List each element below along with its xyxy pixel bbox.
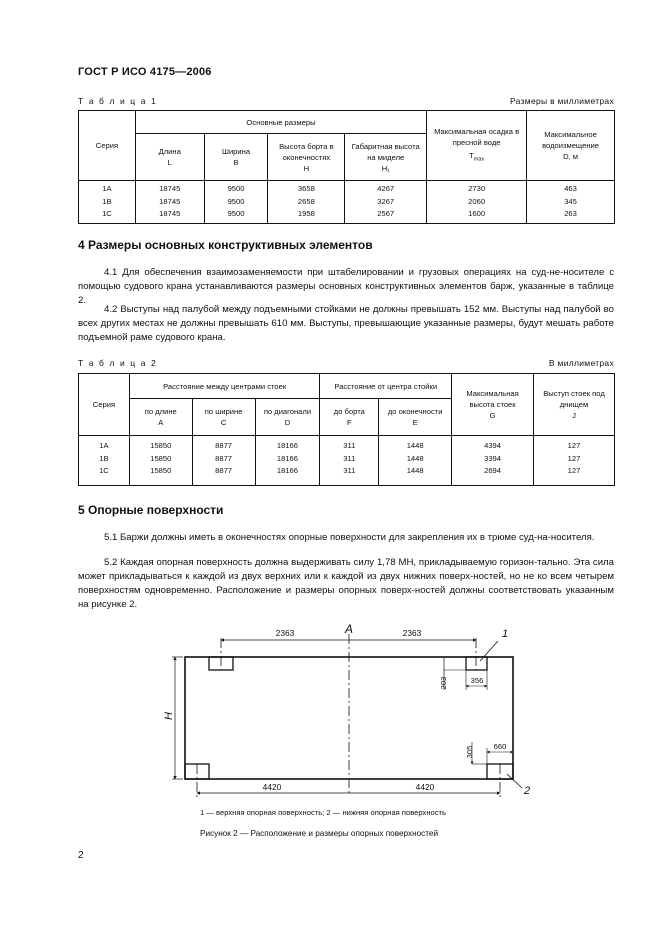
t2-head-dist: Расстояние между центрами стоек	[129, 374, 320, 399]
figure-legend: 1 — верхняя опорная поверхность; 2 — нижняя опорная поверхность	[200, 808, 446, 817]
section4-paragraph-1: 4.1 Для обеспечения взаимозаменяемости при штабелировании и грузовых операциях на суд-не-носителе с помощью судового крана устанавливаются размеры основных конструктивных элементов барж, указанные в таблице 2.	[78, 267, 614, 306]
section5-paragraph-2: 5.2 Каждая опорная поверхность должна выдерживать силу 1,78 МН, прикладываемую горизон-тально. Эта сила может прикладываться к каждой из двух верхних или к каждой из двух нижних поверх-ностей, но не ко всем четырем поверхностям одновременно. Расположение и размеры опорных поверх-ностей должны соответствовать указанным на рисунке 2.	[78, 557, 614, 610]
dim-label-bottom-right: 4420	[415, 782, 435, 792]
table-row: 1A 15850 8877 18166 311 1448 4394 127	[79, 436, 615, 453]
dim-label-305: 305	[465, 745, 474, 759]
t2-head-from: Расстояние от центра стойки	[320, 374, 452, 399]
t2-head-proj: Выступ стоек под днищем J	[534, 374, 615, 436]
t1-head-disp: Максимальное водоизмещение D, м	[527, 111, 615, 181]
dim-label-bottom-left: 4420	[262, 782, 282, 792]
dim-label-top-left: 2363	[275, 628, 295, 638]
section5-paragraph-1: 5.1 Баржи должны иметь в оконечностях опорные поверхности для закрепления их в трюме суд-на-носителя.	[104, 532, 595, 543]
table2-units: В миллиметрах	[548, 358, 614, 368]
table-row: 1B 15850 8877 18166 311 1448 3394 127	[79, 453, 615, 466]
callout-1: 1	[502, 628, 509, 640]
table-row: 1C 15850 8877 18166 311 1448 2694 127	[79, 465, 615, 485]
t1-head-overall: Габаритная высота на миделе H₁	[345, 134, 427, 181]
t2-head-len: по длине A	[129, 399, 192, 436]
section5-title: 5 Опорные поверхности	[78, 503, 224, 517]
leader-1	[480, 641, 498, 661]
table-row: 1A 18745 9500 3658 4267 2730 463	[79, 181, 615, 196]
t1-head-length: Длина L	[135, 134, 204, 181]
upper-support-right	[466, 657, 487, 670]
t2-head-wid: по ширине C	[192, 399, 255, 436]
section4-paragraph-2: 4.2 Выступы над палубой между подъемными стойками не должны превышать 152 мм. Выступы над палубой во всех других местах не должны превышать 610 мм. Выступы, превышающие указанные размеры, будут мешать работе подъемной раме судового крана.	[78, 304, 614, 343]
section4-title: 4 Размеры основных конструктивных элементов	[78, 238, 373, 252]
document-header: ГОСТ Р ИСО 4175—2006	[78, 66, 212, 78]
t2-head-side: до борта F	[320, 399, 379, 436]
figure-caption: Рисунок 2 — Расположение и размеры опорных поверхностей	[200, 829, 439, 838]
table-row: 1C 18745 9500 1958 2567 1600 263	[79, 208, 615, 223]
label-h: H	[163, 712, 175, 720]
table-row: 1B 18745 9500 2658 3267 2060 345	[79, 196, 615, 209]
dim-label-203: 203	[439, 676, 448, 690]
dim-label-top-right: 2363	[402, 628, 422, 638]
t2-head-maxh: Максимальная высота стоек G	[452, 374, 534, 436]
table1-caption: Т а б л и ц а 1	[78, 96, 158, 106]
t1-head-height: Высота борта в оконечностях H	[268, 134, 345, 181]
t2-head-end: до оконечности E	[379, 399, 452, 436]
t1-head-draft: Максимальная осадка в пресной воде $T_{max}$	[427, 111, 527, 181]
leader-2	[507, 774, 522, 788]
table1-units: Размеры в миллиметрах	[509, 96, 614, 106]
t2-head-series: Серия	[79, 374, 130, 436]
page-number: 2	[78, 850, 84, 861]
t1-head-width: Ширина B	[204, 134, 268, 181]
dim-label-660: 660	[493, 742, 507, 751]
callout-2: 2	[524, 785, 531, 797]
t1-head-main: Основные размеры	[135, 111, 426, 134]
t1-head-series: Серия	[79, 111, 136, 181]
table2-caption: Т а б л и ц а 2	[78, 358, 158, 368]
label-a: A	[344, 622, 354, 636]
dim-label-356: 356	[470, 676, 484, 685]
t2-head-diag: по диагонали D	[255, 399, 320, 436]
